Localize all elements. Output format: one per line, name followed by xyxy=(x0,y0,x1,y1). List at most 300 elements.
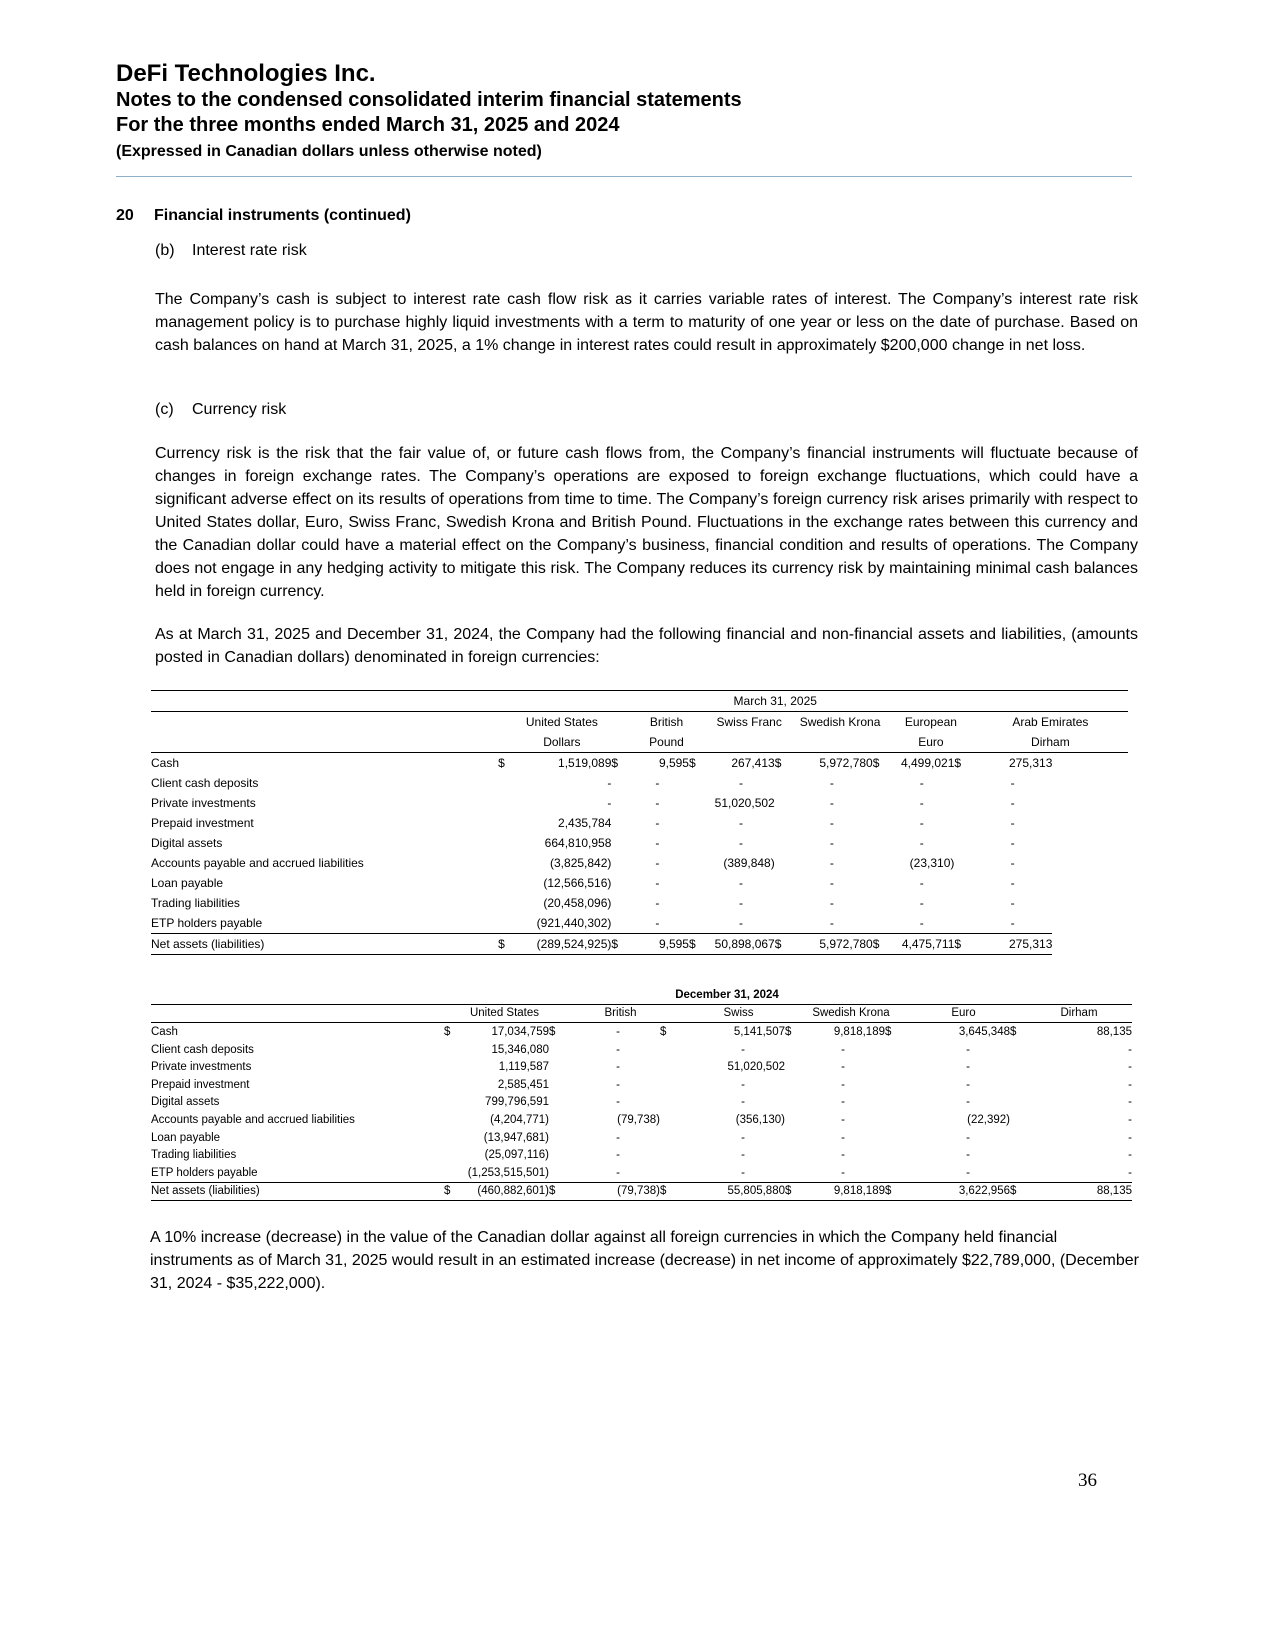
cell-value: 275,313 xyxy=(973,934,1053,955)
currency-symbol xyxy=(689,793,707,813)
currency-symbol xyxy=(689,873,707,893)
cell-value: - xyxy=(1128,1043,1132,1056)
currency-symbol xyxy=(954,893,972,913)
cell-value: - xyxy=(919,776,924,790)
cell-value: 2,585,451 xyxy=(497,1078,549,1091)
currency-symbol xyxy=(775,913,791,934)
column-header: Euro xyxy=(901,1004,1026,1023)
cell-value: (356,130) xyxy=(735,1113,785,1126)
cell-value: - xyxy=(616,1061,620,1074)
currency-symbol xyxy=(660,1041,676,1059)
cell-value: 3,645,348 xyxy=(958,1025,1010,1038)
cell-value: (12,566,516) xyxy=(543,876,612,890)
column-header xyxy=(791,732,889,753)
cell-value: - xyxy=(1010,876,1015,890)
table-row xyxy=(151,893,1128,913)
cell-value: - xyxy=(919,816,924,830)
column-header xyxy=(707,732,791,753)
cell-value: - xyxy=(841,1043,845,1056)
cell-value: - xyxy=(739,896,744,910)
currency-symbol xyxy=(444,1164,456,1182)
cell-value: - xyxy=(739,816,744,830)
cell-value: - xyxy=(1128,1078,1132,1091)
currency-symbol xyxy=(689,773,707,793)
cell-value: - xyxy=(1128,1131,1132,1144)
currency-symbol xyxy=(611,793,625,813)
row-label: Trading liabilities xyxy=(151,1149,237,1162)
cell-value: - xyxy=(829,796,834,810)
currency-symbol: $ xyxy=(873,934,889,955)
currency-symbol xyxy=(1010,1076,1026,1094)
cell-value: (389,848) xyxy=(723,856,775,870)
total-row xyxy=(151,1182,1132,1201)
table-row xyxy=(151,1058,1132,1076)
currency-symbol xyxy=(660,1094,676,1112)
currency-symbol xyxy=(689,853,707,873)
cell-value: - xyxy=(966,1043,970,1056)
table-row xyxy=(151,753,1128,774)
sensitivity-paragraph: A 10% increase (decrease) in the value of the Canadian dollar against all foreign currencies in which the Company held financial instruments as of March 31, 2025 would result in an estimated increase (decrease) in net income of approximately $22,789,000, (December 31, 2024 - $35,222,000). xyxy=(150,1229,1139,1292)
cell-value: - xyxy=(616,1025,620,1038)
cell-value: - xyxy=(919,836,924,850)
cell-value: (20,458,096) xyxy=(543,896,612,910)
currency-symbol xyxy=(498,913,516,934)
cell-value: - xyxy=(741,1043,745,1056)
header-period: For the three months ended March 31, 2025 and 2024 xyxy=(116,114,620,136)
cell-value: 55,805,880 xyxy=(676,1182,785,1201)
cell-value: (23,310) xyxy=(909,856,955,870)
cell-value: 51,020,502 xyxy=(727,1061,785,1074)
currency-symbol xyxy=(1010,1041,1026,1059)
currency-symbol xyxy=(689,813,707,833)
column-header: Dollars xyxy=(498,732,626,753)
currency-symbol xyxy=(498,833,516,853)
currency-risk-heading xyxy=(155,401,286,419)
currency-symbol xyxy=(885,1076,901,1094)
currency-symbol xyxy=(444,1146,456,1164)
cell-value: (13,947,681) xyxy=(483,1131,549,1144)
cell-value: - xyxy=(841,1061,845,1074)
currency-symbol: $ xyxy=(498,934,516,955)
row-label: Private investments xyxy=(151,1061,252,1074)
cell-value: - xyxy=(1128,1061,1132,1074)
currency-symbol: $ xyxy=(775,934,791,955)
row-label: Private investments xyxy=(151,796,256,810)
cell-value: 664,810,958 xyxy=(544,836,612,850)
cell-value: - xyxy=(1010,896,1015,910)
currency-symbol xyxy=(444,1058,456,1076)
currency-symbol xyxy=(885,1129,901,1147)
cell-value: 799,796,591 xyxy=(485,1096,549,1109)
currency-symbol xyxy=(498,773,516,793)
currency-symbol xyxy=(785,1146,801,1164)
currency-symbol xyxy=(954,873,972,893)
currency-symbol xyxy=(785,1041,801,1059)
table-row xyxy=(151,853,1128,873)
cell-value: - xyxy=(655,816,660,830)
cell-value: 5,972,780 xyxy=(819,756,873,770)
cell-value: 9,818,189 xyxy=(801,1182,885,1201)
table-header-row xyxy=(151,732,1128,753)
currency-symbol xyxy=(549,1129,565,1147)
row-label: Accounts payable and accrued liabilities xyxy=(151,856,364,870)
currency-symbol xyxy=(775,893,791,913)
currency-symbol xyxy=(785,1094,801,1112)
cell-value: - xyxy=(741,1131,745,1144)
header-divider xyxy=(116,176,1132,177)
cell-value: - xyxy=(841,1078,845,1091)
cell-value: - xyxy=(739,776,744,790)
currency-exposure-intro: As at March 31, 2025 and December 31, 2024, the Company had the following financial and non-financial assets and liabilities, (amounts posted in Canadian dollars) denominated in foreign currencies: xyxy=(155,626,1138,666)
column-header: British xyxy=(565,1004,676,1023)
table-row xyxy=(151,1111,1132,1129)
currency-symbol xyxy=(660,1164,676,1182)
currency-risk-title: Currency risk xyxy=(192,401,287,418)
currency-symbol xyxy=(611,813,625,833)
cell-value: - xyxy=(616,1149,620,1162)
column-header: United States xyxy=(525,715,598,729)
cell-value: - xyxy=(966,1096,970,1109)
row-label: Trading liabilities xyxy=(151,896,240,910)
cell-value: - xyxy=(1128,1113,1132,1126)
cell-value: - xyxy=(829,896,834,910)
currency-symbol: $ xyxy=(660,1025,667,1038)
currency-symbol xyxy=(885,1146,901,1164)
cell-value: - xyxy=(841,1096,845,1109)
cell-value: - xyxy=(655,836,660,850)
cell-value: - xyxy=(739,836,744,850)
currency-symbol xyxy=(611,833,625,853)
currency-symbol xyxy=(785,1111,801,1129)
currency-symbol: $ xyxy=(774,756,782,770)
currency-symbol xyxy=(1010,1058,1026,1076)
currency-symbol xyxy=(873,893,889,913)
currency-symbol: $ xyxy=(689,934,707,955)
cell-value: (1,253,515,501) xyxy=(467,1166,549,1179)
currency-symbol xyxy=(1010,1146,1026,1164)
currency-symbol: $ xyxy=(954,934,972,955)
cell-value: - xyxy=(739,916,744,930)
cell-value: - xyxy=(616,1096,620,1109)
currency-symbol xyxy=(785,1129,801,1147)
currency-symbol xyxy=(549,1111,565,1129)
currency-symbol xyxy=(775,873,791,893)
currency-symbol xyxy=(885,1164,901,1182)
column-header: Dirham xyxy=(973,732,1128,753)
currency-symbol xyxy=(549,1041,565,1059)
cell-value: 2,435,784 xyxy=(558,816,612,830)
column-header: Pound xyxy=(626,732,708,753)
cell-value: - xyxy=(966,1131,970,1144)
currency-symbol xyxy=(660,1146,676,1164)
currency-symbol: $ xyxy=(688,756,696,770)
table-row xyxy=(151,1164,1132,1182)
currency-symbol: $ xyxy=(1010,1182,1026,1201)
table-row xyxy=(151,813,1128,833)
currency-symbol: $ xyxy=(1010,1025,1017,1038)
currency-symbol xyxy=(611,913,625,934)
column-header: Swedish Krona xyxy=(801,1004,901,1023)
row-label: Client cash deposits xyxy=(151,1043,254,1056)
cell-value: - xyxy=(607,796,612,810)
cell-value: 17,034,759 xyxy=(491,1025,549,1038)
cell-value: - xyxy=(919,796,924,810)
table-row xyxy=(151,833,1128,853)
row-label: ETP holders payable xyxy=(151,1166,258,1179)
currency-symbol xyxy=(873,853,889,873)
cell-value: - xyxy=(1010,816,1015,830)
currency-symbol xyxy=(954,793,972,813)
currency-symbol xyxy=(1010,1111,1026,1129)
column-header: European xyxy=(904,715,957,729)
row-label: Cash xyxy=(151,1025,178,1038)
cell-value: - xyxy=(741,1166,745,1179)
currency-symbol xyxy=(954,813,972,833)
currency-symbol xyxy=(444,1041,456,1059)
cell-value: - xyxy=(739,876,744,890)
cell-value: 88,135 xyxy=(1096,1025,1132,1038)
currency-symbol xyxy=(660,1058,676,1076)
currency-symbol: $ xyxy=(660,1182,676,1201)
cell-value: 15,346,080 xyxy=(491,1043,549,1056)
currency-symbol xyxy=(611,773,625,793)
column-header: United States xyxy=(444,1004,565,1023)
row-label: Net assets (liabilities) xyxy=(151,1182,444,1201)
cell-value: - xyxy=(919,876,924,890)
march-2025-table xyxy=(151,690,1128,955)
cell-value: 9,595 xyxy=(626,934,689,955)
cell-value: 1,519,089 xyxy=(558,756,612,770)
currency-symbol xyxy=(549,1058,565,1076)
table-row xyxy=(151,873,1128,893)
table-header-row xyxy=(151,1004,1132,1023)
cell-value: - xyxy=(741,1096,745,1109)
section-title: Financial instruments (continued) xyxy=(154,207,411,224)
cell-value: - xyxy=(919,916,924,930)
currency-symbol xyxy=(873,813,889,833)
currency-symbol xyxy=(611,873,625,893)
row-label: Prepaid investment xyxy=(151,1078,250,1091)
currency-symbol: $ xyxy=(885,1182,901,1201)
currency-symbol xyxy=(549,1094,565,1112)
cell-value: - xyxy=(616,1043,620,1056)
cell-value: 5,972,780 xyxy=(791,934,873,955)
header-notes-title: Notes to the condensed consolidated interim financial statements xyxy=(116,89,742,111)
cell-value: - xyxy=(966,1061,970,1074)
cell-value: 5,141,507 xyxy=(733,1025,785,1038)
cell-value: - xyxy=(1010,776,1015,790)
row-label: Loan payable xyxy=(151,876,224,890)
column-header: Arab Emirates xyxy=(1012,715,1089,729)
table-row xyxy=(151,913,1128,934)
table-row xyxy=(151,1129,1132,1147)
currency-symbol: $ xyxy=(444,1182,456,1201)
column-header: Swiss Franc xyxy=(716,715,782,729)
cell-value: - xyxy=(1128,1166,1132,1179)
interest-rate-heading xyxy=(155,242,307,260)
table-title-row xyxy=(151,691,1128,712)
row-label: Accounts payable and accrued liabilities xyxy=(151,1113,355,1126)
currency-symbol: $ xyxy=(785,1182,801,1201)
december-2024-table xyxy=(151,986,1132,1201)
currency-symbol xyxy=(775,853,791,873)
currency-symbol xyxy=(444,1094,456,1112)
cell-value: - xyxy=(1010,856,1015,870)
currency-symbol: $ xyxy=(444,1025,451,1038)
table-row xyxy=(151,773,1128,793)
currency-risk-paragraph: Currency risk is the risk that the fair value of, or future cash flows from, the Company’s financial instruments will fluctuate because of changes in foreign exchange rates. The Company’s operations are exposed to foreign exchange fluctuations, which could have a significant adverse effect on its results of operations from time to time. The Company’s foreign currency risk arises primarily with respect to United States dollar, Euro, Swiss Franc, Swedish Krona and British Pound. Fluctuations in the exchange rates between this currency and the Canadian dollar could have a material effect on the Company’s business, financial condition and results of operations. The Company does not engage in any hedging activity to mitigate this risk. The Company reduces its currency risk by maintaining minimal cash balances held in foreign currency. xyxy=(155,445,1138,600)
cell-value: - xyxy=(966,1166,970,1179)
row-label: Loan payable xyxy=(151,1131,221,1144)
cell-value: (3,825,842) xyxy=(550,856,612,870)
currency-symbol xyxy=(873,773,889,793)
cell-value: - xyxy=(655,876,660,890)
cell-value: (460,882,601) xyxy=(456,1182,549,1201)
cell-value: 1,119,587 xyxy=(498,1061,549,1074)
table-title-row xyxy=(151,986,1132,1004)
cell-value: - xyxy=(655,796,660,810)
interest-rate-label: (b) xyxy=(155,242,175,259)
row-label: Digital assets xyxy=(151,836,223,850)
row-label: ETP holders payable xyxy=(151,916,263,930)
cell-value: - xyxy=(841,1113,845,1126)
currency-symbol xyxy=(1010,1094,1026,1112)
cell-value: - xyxy=(1010,796,1015,810)
interest-rate-paragraph: The Company’s cash is subject to interest rate cash flow risk as it carries variable rates of interest. The Company’s interest rate risk management policy is to purchase highly liquid investments with a term to maturity of one year or less on the date of purchase. Based on cash balances on hand at March 31, 2025, a 1% change in interest rates could result in approximately $200,000 change in net loss. xyxy=(155,291,1138,354)
cell-value: - xyxy=(841,1166,845,1179)
table-row xyxy=(151,793,1128,813)
table-row xyxy=(151,1041,1132,1059)
cell-value: - xyxy=(616,1078,620,1091)
column-header: Dirham xyxy=(1026,1004,1132,1023)
column-header: British xyxy=(649,715,684,729)
currency-symbol: $ xyxy=(954,756,962,770)
section-number: 20 xyxy=(116,207,134,224)
cell-value: 51,020,502 xyxy=(714,796,775,810)
column-header: Euro xyxy=(889,732,973,753)
cell-value: - xyxy=(616,1166,620,1179)
cell-value: - xyxy=(1010,836,1015,850)
currency-symbol xyxy=(785,1164,801,1182)
currency-symbol xyxy=(611,893,625,913)
cell-value: (4,204,771) xyxy=(490,1113,549,1126)
cell-value: (22,392) xyxy=(967,1113,1010,1126)
currency-symbol xyxy=(954,833,972,853)
currency-symbol: $ xyxy=(549,1025,556,1038)
currency-symbol xyxy=(549,1076,565,1094)
company-name: DeFi Technologies Inc. xyxy=(116,60,376,87)
cell-value: - xyxy=(741,1078,745,1091)
cell-value: - xyxy=(1010,916,1015,930)
cell-value: 50,898,067 xyxy=(707,934,774,955)
currency-symbol xyxy=(775,833,791,853)
cell-value: - xyxy=(616,1131,620,1144)
cell-value: - xyxy=(655,856,660,870)
currency-symbol xyxy=(660,1076,676,1094)
currency-symbol: $ xyxy=(872,756,880,770)
cell-value: - xyxy=(655,916,660,930)
currency-symbol: $ xyxy=(549,1182,565,1201)
cell-value: 88,135 xyxy=(1026,1182,1132,1201)
cell-value: - xyxy=(919,896,924,910)
cell-value: - xyxy=(1128,1149,1132,1162)
currency-symbol xyxy=(885,1058,901,1076)
header-currency-note: (Expressed in Canadian dollars unless otherwise noted) xyxy=(116,143,542,160)
table-header-row xyxy=(151,712,1128,733)
currency-symbol xyxy=(498,873,516,893)
table-title: March 31, 2025 xyxy=(498,691,1052,712)
cell-value: 3,622,956 xyxy=(901,1182,1010,1201)
table-title: December 31, 2024 xyxy=(675,988,779,1001)
currency-symbol xyxy=(444,1076,456,1094)
cell-value: - xyxy=(741,1149,745,1162)
table-row xyxy=(151,1076,1132,1094)
page-number: 36 xyxy=(1078,1470,1097,1491)
currency-symbol xyxy=(549,1146,565,1164)
currency-symbol xyxy=(689,913,707,934)
table-row xyxy=(151,1023,1132,1041)
cell-value: - xyxy=(607,776,612,790)
cell-value: - xyxy=(829,816,834,830)
currency-symbol xyxy=(873,873,889,893)
cell-value: - xyxy=(841,1149,845,1162)
currency-symbol xyxy=(444,1129,456,1147)
column-header: Swedish Krona xyxy=(799,715,881,729)
currency-symbol: $ xyxy=(611,756,619,770)
currency-symbol xyxy=(785,1058,801,1076)
currency-symbol xyxy=(498,793,516,813)
total-row xyxy=(151,934,1128,955)
currency-symbol xyxy=(775,793,791,813)
currency-symbol xyxy=(611,853,625,873)
currency-symbol xyxy=(885,1041,901,1059)
currency-symbol xyxy=(785,1076,801,1094)
currency-symbol xyxy=(444,1111,456,1129)
currency-symbol: $ xyxy=(785,1025,792,1038)
currency-symbol: $ xyxy=(498,756,505,770)
cell-value: - xyxy=(966,1078,970,1091)
cell-value: - xyxy=(829,876,834,890)
cell-value: 275,313 xyxy=(1008,756,1053,770)
row-label: Cash xyxy=(151,756,180,770)
currency-symbol xyxy=(660,1129,676,1147)
cell-value: (921,440,302) xyxy=(536,916,612,930)
cell-value: 4,475,711 xyxy=(889,934,954,955)
currency-symbol xyxy=(1010,1129,1026,1147)
row-label: Digital assets xyxy=(151,1096,220,1109)
cell-value: 9,595 xyxy=(658,756,689,770)
currency-symbol xyxy=(775,813,791,833)
cell-value: (289,524,925) xyxy=(516,934,611,955)
cell-value: 267,413 xyxy=(731,756,775,770)
currency-symbol xyxy=(873,913,889,934)
cell-value: - xyxy=(829,916,834,930)
cell-value: - xyxy=(841,1131,845,1144)
row-label: Net assets (liabilities) xyxy=(151,934,498,955)
column-header: Swiss xyxy=(676,1004,801,1023)
table-row xyxy=(151,1094,1132,1112)
currency-symbol: $ xyxy=(885,1025,892,1038)
currency-symbol xyxy=(498,813,516,833)
currency-symbol xyxy=(954,773,972,793)
section-heading xyxy=(116,207,411,225)
cell-value: 4,499,021 xyxy=(900,756,955,770)
currency-risk-label: (c) xyxy=(155,401,174,418)
currency-symbol xyxy=(885,1111,901,1129)
cell-value: - xyxy=(655,896,660,910)
currency-symbol xyxy=(885,1094,901,1112)
cell-value: - xyxy=(829,776,834,790)
